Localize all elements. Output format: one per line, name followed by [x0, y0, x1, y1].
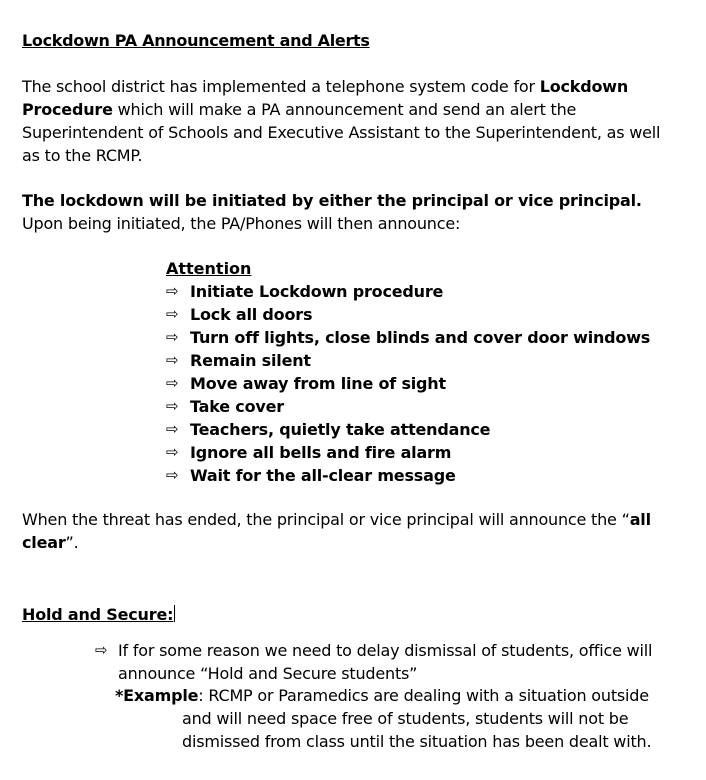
- arrow-icon: ⇨: [95, 641, 108, 659]
- arrow-icon: ⇨: [166, 397, 179, 415]
- arrow-icon: ⇨: [166, 420, 179, 438]
- arrow-icon: ⇨: [166, 305, 179, 323]
- list-item: [166, 303, 650, 326]
- announcement-list: [166, 257, 650, 487]
- example-paragraph: [115, 684, 655, 753]
- list-item: [166, 418, 650, 441]
- arrow-icon: ⇨: [166, 328, 179, 346]
- list-item-text: Take cover: [190, 397, 284, 416]
- arrow-icon: ⇨: [166, 282, 179, 300]
- list-item-text: Wait for the all-clear message: [190, 466, 456, 485]
- all-clear-text-2: ”.: [65, 533, 79, 552]
- hold-secure-item-text: If for some reason we need to delay dismissal of students, office will announce “Hold and Secure students”: [118, 641, 653, 683]
- initiation-paragraph: [22, 189, 662, 235]
- intro-text-1: The school district has implemented a telephone system code for: [22, 77, 540, 96]
- hold-secure-heading: [22, 603, 175, 626]
- list-item-text: Teachers, quietly take attendance: [190, 420, 491, 439]
- list-item: [166, 372, 650, 395]
- arrow-icon: ⇨: [166, 374, 179, 392]
- hold-secure-heading-text: Hold and Secure:: [22, 605, 174, 624]
- all-clear-text-1: When the threat has ended, the principal or vice principal will announce the “: [22, 510, 630, 529]
- initiation-bold-text: The lockdown will be initiated by either the principal or vice principal.: [22, 191, 642, 210]
- list-item-text: Remain silent: [190, 351, 311, 370]
- arrow-icon: ⇨: [166, 351, 179, 369]
- list-item-text: Ignore all bells and fire alarm: [190, 443, 452, 462]
- intro-bold-term: Lockdown Procedure: [22, 77, 629, 119]
- all-clear-bold: all clear: [22, 510, 651, 552]
- intro-text-2: which will make a PA announcement and send an alert the Superintendent of Schools and Executive Assistant to the Superintendent, as well as to the RCMP.: [22, 100, 661, 165]
- list-item: [166, 395, 650, 418]
- list-item-text: Move away from line of sight: [190, 374, 446, 393]
- hold-secure-item: [95, 639, 655, 685]
- announcement-heading: Attention: [166, 259, 252, 278]
- example-line-1: : RCMP or Paramedics are dealing with a situation outside: [198, 686, 649, 705]
- list-item-text: Initiate Lockdown procedure: [190, 282, 444, 301]
- arrow-icon: ⇨: [166, 443, 179, 461]
- all-clear-paragraph: [22, 508, 662, 554]
- document-title: Lockdown PA Announcement and Alerts: [22, 31, 370, 50]
- list-item: [166, 280, 650, 303]
- list-item: [166, 349, 650, 372]
- arrow-icon: ⇨: [166, 466, 179, 484]
- list-item: [166, 441, 650, 464]
- initiation-text: Upon being initiated, the PA/Phones will then announce:: [22, 191, 652, 233]
- intro-paragraph: [22, 75, 662, 167]
- list-item-text: Lock all doors: [190, 305, 313, 324]
- example-label: *Example: [115, 686, 199, 705]
- list-item-text: Turn off lights, close blinds and cover door windows: [190, 328, 651, 347]
- example-continuation: and will need space free of students, students will not be dismissed from class until the situation has been dealt with.: [182, 709, 652, 751]
- list-item: [166, 326, 650, 349]
- text-cursor: [174, 605, 175, 622]
- list-item: [166, 464, 650, 487]
